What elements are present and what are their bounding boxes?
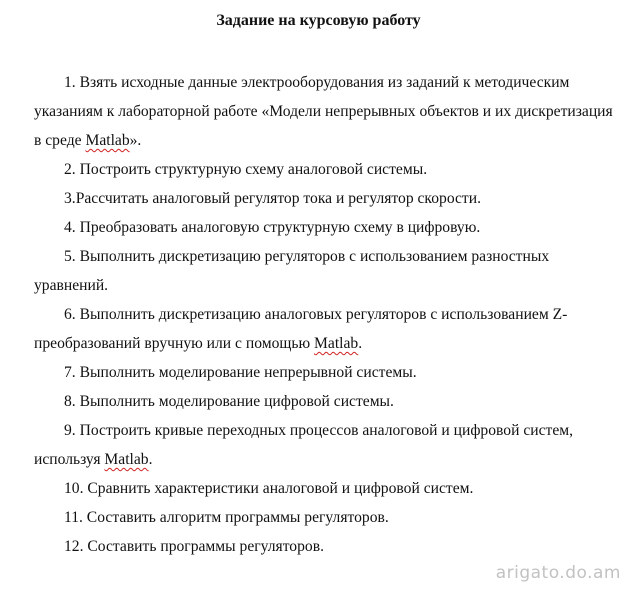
item-text: 7. Выполнить моделирование непрерывной системы. [64,364,417,381]
item-spell-word: Matlab [104,451,149,468]
list-item [34,358,616,387]
item-text-tail: . [358,335,363,352]
watermark: arigato.do.am [495,563,621,583]
list-item [34,532,616,561]
item-text: 11. Составить алгоритм программы регуляторов. [64,509,389,526]
item-text: 4. Преобразовать аналоговую структурную схему в цифровую. [64,219,481,236]
item-text: 8. Выполнить моделирование цифровой системы. [64,393,394,410]
list-item [34,503,616,532]
list-item [34,155,616,184]
item-text: 3.Рассчитать аналоговый регулятор тока и регулятор скорости. [64,190,481,207]
list-item [34,474,616,503]
list-item [34,68,616,155]
list-item [34,242,616,300]
list-item [34,416,616,474]
item-text-tail: ». [129,132,142,149]
task-list [34,68,616,561]
item-spell-word: Matlab [85,132,130,149]
item-text: 9. Построить кривые переходных процессов аналоговой и цифровой систем, используя [34,422,574,468]
item-text: 10. Сравнить характеристики аналоговой и цифровой систем. [64,480,474,497]
item-text-tail: . [148,451,153,468]
item-spell-word: Matlab [314,335,359,352]
list-item [34,184,616,213]
item-text: 1. Взять исходные данные электрооборудования из заданий к методическим указаниям к лабораторной работе «Модели непрерывных объектов и их дискретизация в среде [34,74,613,149]
list-item [34,387,616,416]
document-title: Задание на курсовую работу [216,12,421,29]
item-text: 5. Выполнить дискретизацию регуляторов с использованием разностных уравнений. [34,248,550,294]
list-item [34,300,616,358]
item-text: 12. Составить программы регуляторов. [64,538,324,555]
item-text: 6. Выполнить дискретизацию аналоговых регуляторов с использованием Z-преобразований вручную или с помощью [34,306,568,352]
list-item [34,213,616,242]
item-text: 2. Построить структурную схему аналоговой системы. [64,161,428,178]
